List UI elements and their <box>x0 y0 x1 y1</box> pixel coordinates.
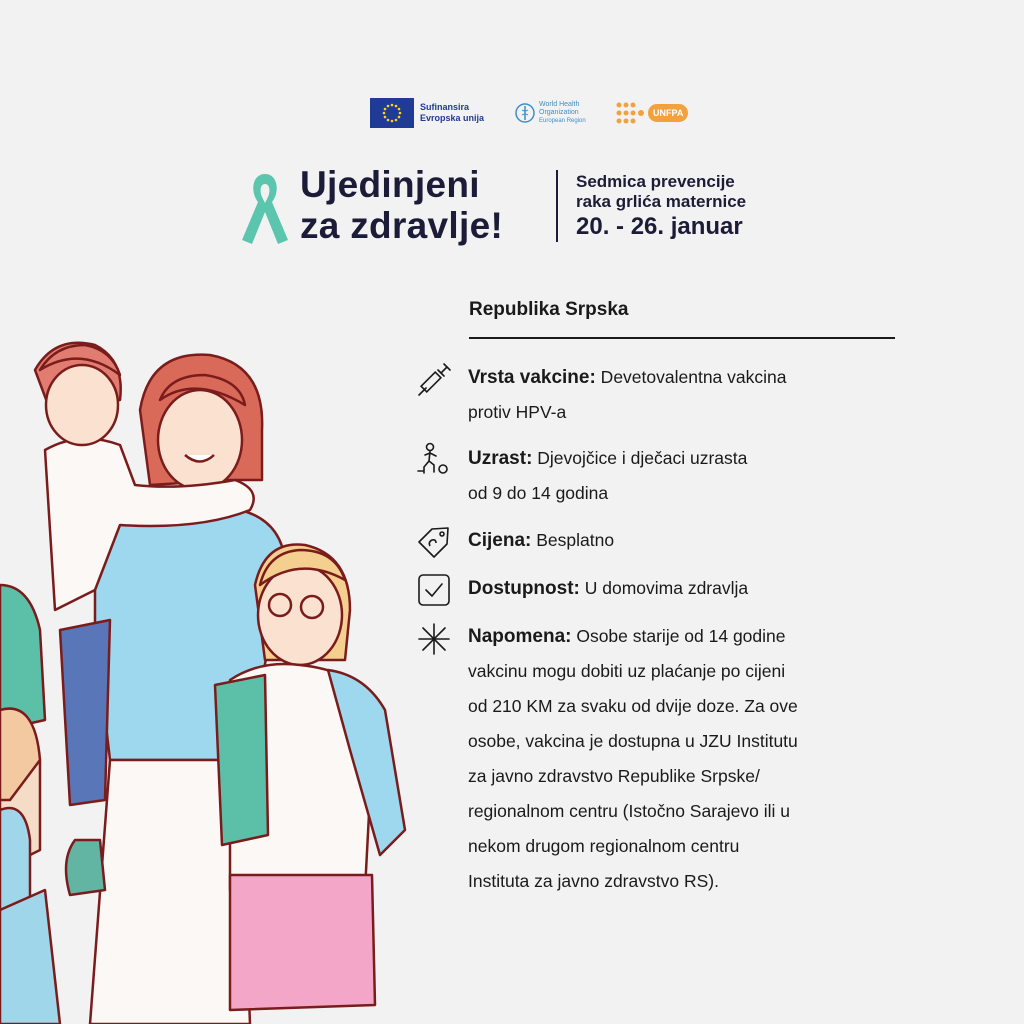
checkbox-icon <box>416 572 452 608</box>
child-running-icon <box>416 441 452 477</box>
info-price: Cijena: Besplatno <box>468 530 615 551</box>
region-heading: Republika Srpska <box>469 299 629 320</box>
campaign-date: 20. - 26. januar <box>576 213 743 240</box>
eu-flag-icon <box>370 98 414 128</box>
asterisk-icon <box>416 621 452 657</box>
info-age: Uzrast: Djevojčice i dječaci uzrasta od 9 do 14 godina <box>468 448 748 503</box>
who-emblem-icon <box>514 102 536 124</box>
price-tag-icon <box>416 524 452 560</box>
syringe-icon <box>416 362 452 398</box>
info-availability: Dostupnost: U domovima zdravlja <box>468 578 749 599</box>
title-divider <box>556 170 558 242</box>
eu-label: Sufinansira Evropska unija <box>420 102 485 123</box>
campaign-subtitle: Sedmica prevencije raka grlića maternice 20. - 26. januar <box>576 172 747 240</box>
family-illustration <box>0 330 420 1024</box>
campaign-header <box>236 164 796 246</box>
campaign-title: Ujedinjeni za zdravlje! <box>300 164 504 246</box>
awareness-ribbon-icon <box>236 166 294 246</box>
info-vaccine-type: Vrsta vakcine: Devetovalentna vakcina protiv HPV-a <box>468 367 787 422</box>
region-divider <box>469 337 895 339</box>
unfpa-logo: UNFPA <box>615 101 688 125</box>
info-note: Napomena: Osobe starije od 14 godine vakcinu mogu dobiti uz plaćanje po cijeni od 210 KM za svaku od dvije doze. Za ove osobe, vakcina je dostupna u JZU Institutu za javno zdravstvo Republike Srpske/ regionalnom centru (Istočno Sarajevo ili u nekom drugom regionalnom centru Instituta za javno zdravstvo RS). <box>468 626 798 891</box>
who-logo: World Health Organization European Region <box>514 101 601 125</box>
unfpa-dots-icon <box>615 101 645 125</box>
partner-logos <box>370 96 688 130</box>
